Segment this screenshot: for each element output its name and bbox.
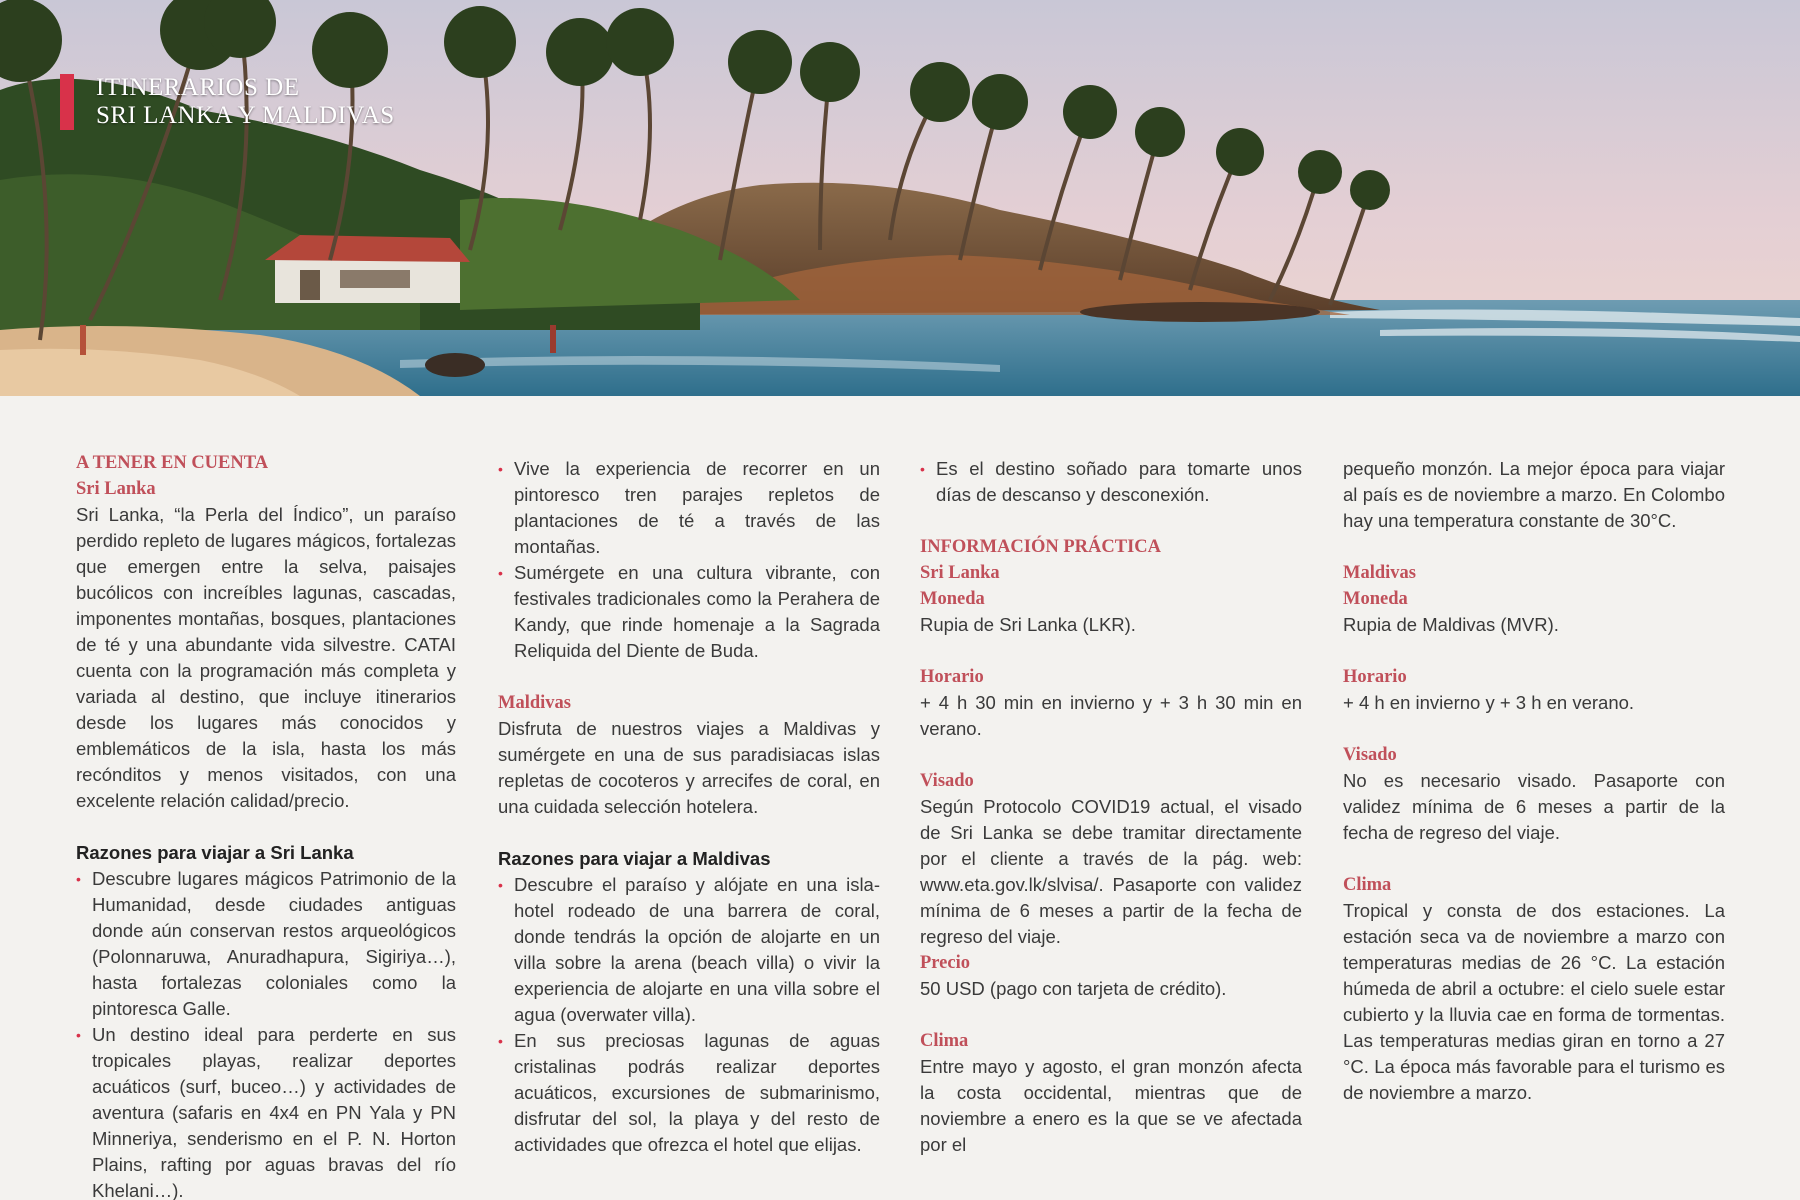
horario-label: Horario [1343, 667, 1407, 687]
reasons-maldivas-list [498, 872, 880, 1158]
info-country-maldivas: Maldivas [1343, 563, 1416, 583]
hero-title [60, 74, 395, 130]
list-item: • Es el destino soñado para tomarte unos días de descanso y desconexión. [920, 456, 1302, 508]
clima-label: Clima [1343, 875, 1392, 895]
moneda-label: Moneda [1343, 589, 1408, 609]
list-item: • En sus preciosas lagunas de aguas cristalinas podrás realizar deportes acuáticos, excursiones de submarinismo, disfrutar del sol, la playa y del resto de actividades que ofrezca el hotel que elijas. [498, 1028, 880, 1158]
clima-label: Clima [920, 1031, 969, 1051]
moneda-value: Rupia de Sri Lanka (LKR). [920, 614, 1136, 635]
moneda-value: Rupia de Maldivas (MVR). [1343, 614, 1559, 635]
visado-value: Según Protocolo COVID19 actual, el visado de Sri Lanka se debe tramitar directamente por el cliente a través de la pág. web: www.eta.gov.lk/slvisa/. Pasaporte con validez mínima de 6 meses a partir de la fecha de regreso del viaje. [920, 796, 1302, 947]
hero-photo [0, 0, 1800, 396]
reasons-sri-lanka-title: Razones para viajar a Sri Lanka [76, 842, 354, 863]
reasons-maldivas-list-cont [920, 456, 1302, 508]
horario-value: + 4 h 30 min en invierno y + 3 h 30 min en verano. [920, 692, 1302, 739]
clima-value: Tropical y consta de dos estaciones. La estación seca va de noviembre a marzo con temperaturas medias de 26 °C. La estación húmeda de abril a octubre: el cielo suele estar cubierto y la lluvia cae en forma de tormentas. Las temperaturas medias giran en torno a 27 °C. La época más favorable para el turismo es de noviembre a marzo. [1343, 900, 1725, 1103]
subheading-sri-lanka: Sri Lanka [76, 479, 156, 499]
list-item: • Sumérgete en una cultura vibrante, con festivales tradicionales como la Perahera de Kandy, que rinde homenaje a la Sagrada Reliquida del Diente de Buda. [498, 560, 880, 664]
maldivas-intro: Disfruta de nuestros viajes a Maldivas y sumérgete en una de sus paradisiacas islas repletas de cocoteros y arrecifes de coral, en una cuidada selección hotelera. [498, 718, 880, 817]
subheading-maldivas: Maldivas [498, 693, 571, 713]
list-item: • Un destino ideal para perderte en sus tropicales playas, realizar deportes acuáticos (surf, buceo…) y actividades de aventura (safaris en 4x4 en PN Yala y PN Minneriya, senderismo en el P. N. Horton Plains, rafting por aguas bravas del río Khelani…). [76, 1022, 456, 1200]
precio-label: Precio [920, 953, 970, 973]
reasons-sri-lanka-list [76, 866, 456, 1200]
column-2 [498, 456, 880, 1158]
visado-label: Visado [920, 771, 974, 791]
section-heading: A TENER EN CUENTA [76, 453, 269, 473]
visado-label: Visado [1343, 745, 1397, 765]
info-heading: INFORMACIÓN PRÁCTICA [920, 537, 1162, 557]
beach-palm-illustration [0, 0, 1800, 396]
clima-value-cont: pequeño monzón. La mejor época para viajar al país es de noviembre a marzo. En Colombo hay una temperatura constante de 30°C. [1343, 458, 1725, 531]
moneda-label: Moneda [920, 589, 985, 609]
column-4 [1343, 456, 1725, 1106]
horario-value: + 4 h en invierno y + 3 h en verano. [1343, 692, 1635, 713]
reasons-sri-lanka-list-cont [498, 456, 880, 664]
reasons-maldivas-title: Razones para viajar a Maldivas [498, 848, 771, 869]
hero-title-line2: SRI LANKA Y MALDIVAS [96, 102, 395, 129]
list-item: • Descubre lugares mágicos Patrimonio de la Humanidad, desde ciudades antiguas donde aún conservan restos arqueológicos (Polonnaruwa, Anuradhapura, Sigiriya…), hasta fortalezas coloniales como la pintoresca Galle. [76, 866, 456, 1022]
list-item: • Vive la experiencia de recorrer en un pintoresco tren parajes repletos de plantaciones de té a través de las montañas. [498, 456, 880, 560]
column-1 [76, 450, 456, 1200]
clima-value: Entre mayo y agosto, el gran monzón afecta la costa occidental, mientras que de noviembre a enero es la que se ve afectada por el [920, 1056, 1302, 1155]
precio-value: 50 USD (pago con tarjeta de crédito). [920, 978, 1227, 999]
horario-label: Horario [920, 667, 984, 687]
info-country-sri-lanka: Sri Lanka [920, 563, 1000, 583]
column-3 [920, 456, 1302, 1158]
list-item: • Descubre el paraíso y alójate en una isla-hotel rodeado de una barrera de coral, donde tendrás la opción de alojarte en un villa sobre la arena (beach villa) o vivir la experiencia de alojarte en una villa sobre el agua (overwater villa). [498, 872, 880, 1028]
hero-title-line1: ITINERARIOS DE [96, 74, 300, 101]
visado-value: No es necesario visado. Pasaporte con validez mínima de 6 meses a partir de la fecha de regreso del viaje. [1343, 770, 1725, 843]
sri-lanka-intro: Sri Lanka, “la Perla del Índico”, un paraíso perdido repleto de lugares mágicos, fortalezas que emergen entre la selva, paisajes bucólicos con increíbles lagunas, cascadas, imponentes montañas, bosques, plantaciones de té y una abundante vida silvestre. CATAI cuenta con la programación más completa y variada al destino, que incluye itinerarios desde los lugares más conocidos y emblemáticos de la isla, hasta los más recónditos y menos visitados, con una excelente relación calidad/precio. [76, 504, 456, 811]
